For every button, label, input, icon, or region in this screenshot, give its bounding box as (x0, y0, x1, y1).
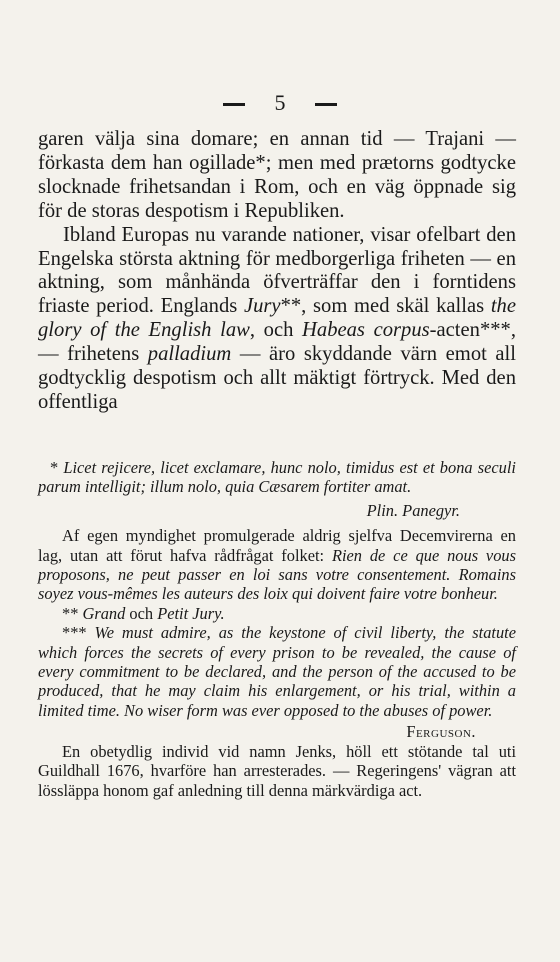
page-number: 5 (274, 90, 286, 115)
text-run: the glory of the English law (38, 295, 516, 342)
header-dash-right (315, 103, 337, 106)
text-run: Rien de ce que nous vous proposons, ne peut passer en loi sans votre consentement. Romains soyez vous-mêmes les auteurs des loix qui doivent faire votre bonheur. (38, 545, 516, 604)
footnote-3-continuation (38, 742, 516, 800)
text-run: Af egen myndighet promulgerade aldrig sjelfva Decemvirerna en lag, utan att förut hafva rådfrågat folket: (38, 526, 516, 565)
text-run: garen välja sina domare; en annan tid — Trajani — förkasta dem han ogillade*; men med prætorns godtycke slocknade frihetsandan i Rom, och en väg öppnade sig för de storas despotism i Republiken. (38, 128, 516, 222)
footnotes (38, 458, 516, 800)
footnote-3-source: Ferguson. (406, 722, 476, 742)
footnote-1 (38, 458, 516, 497)
text-run: Habeas corpus (302, 319, 430, 342)
footnote-1-continuation (38, 526, 516, 604)
paragraph-1 (38, 128, 516, 224)
footnote-3 (38, 623, 516, 720)
text-run: **, som med skäl kallas (280, 295, 491, 318)
text-run: Grand (82, 603, 126, 623)
text-run: * (50, 458, 64, 477)
text-run: We must admire, as the keystone of civil liberty, the statute which forces the secrets of every prison to be revealed, the cause of every commitment to be declared, and the person of the accused to be produced, that he may claim his enlargement, or his trial, within a limited time. No wiser form was ever opposed to the abuses of power. (38, 623, 517, 720)
text-run: Licet rejicere, licet exclamare, hunc nolo, timidus est et bona seculi parum intelligit; illum nolo, quia Cæsarem fortiter amat. (38, 458, 516, 497)
text-run: *** (62, 623, 95, 643)
page-header (0, 88, 560, 118)
text-run: Petit Jury. (157, 603, 225, 623)
text-run: -acten***, — frihetens (38, 319, 516, 366)
text-run: och (125, 603, 158, 623)
main-text (38, 128, 516, 415)
text-run: , och (249, 319, 303, 342)
footnote-1-source: Plin. Panegyr. (366, 500, 460, 520)
text-run: — äro skyddande värn emot all godtycklig despotism och allt mäktigt förtryck. Med den offentliga (38, 343, 516, 413)
text-run: Jury (243, 295, 281, 318)
text-run: En obetydlig individ vid namn Jenks, höll ett stötande tal uti Guildhall 1676, hvarföre han arresterades. — Regeringens' vägran att lössläppa honom gaf anledning till denna märkvärdiga act. (38, 741, 516, 800)
paragraph-2 (38, 224, 516, 415)
text-run: Ibland Europas nu varande nationer, visar ofelbart den Engelska största aktning för medborgerliga friheten — en aktning, som månhända öfverträffar den i forntidens friaste period. Englands (38, 223, 516, 318)
text-run: ** (62, 603, 83, 623)
header-dash-left (223, 103, 245, 106)
text-run: palladium (147, 343, 232, 366)
footnote-2 (38, 604, 516, 623)
